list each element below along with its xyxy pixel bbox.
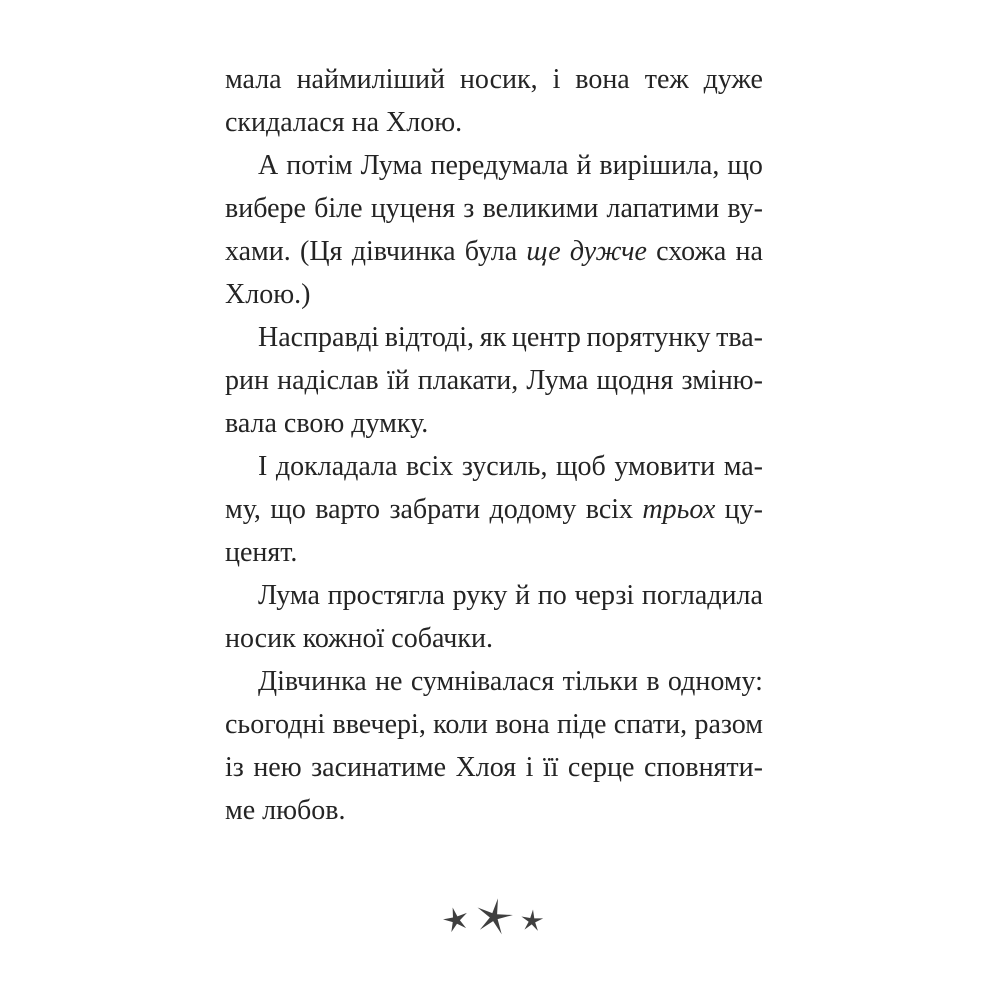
word: варто: [315, 494, 381, 525]
word: ма-: [723, 451, 763, 482]
word: Насправді: [258, 322, 380, 353]
word: носик,: [459, 64, 538, 95]
text-line: [225, 58, 763, 101]
word: в: [646, 666, 660, 697]
word: коли: [433, 709, 488, 740]
paragraph: [225, 58, 763, 144]
star-icon-center: [473, 895, 515, 936]
word: вибере: [225, 193, 306, 224]
word: великими: [482, 193, 599, 224]
text-line: [225, 101, 763, 144]
text-line: [225, 359, 763, 402]
text-segment: скидалася на Хлою.: [225, 107, 463, 138]
paragraph: [225, 144, 763, 316]
text-line: [225, 617, 763, 660]
word: Дівчинка: [258, 666, 367, 697]
word: вона: [495, 709, 550, 740]
word: піде: [557, 709, 607, 740]
word: її: [542, 752, 559, 783]
text-segment: Хлою.): [225, 279, 311, 310]
word: додому: [489, 494, 577, 525]
word: Хлоя: [455, 752, 517, 783]
word: мала: [225, 64, 282, 95]
word: передумала: [430, 150, 569, 181]
word: одному:: [667, 666, 763, 697]
word: ще: [526, 236, 561, 267]
word: теж: [644, 64, 689, 95]
word: й: [576, 150, 592, 181]
text-segment: ценят.: [225, 537, 298, 568]
word: зміню-: [681, 365, 763, 396]
word: надіслав: [277, 365, 379, 396]
text-line: [225, 531, 763, 574]
word: центр: [511, 322, 581, 353]
word: порятунку: [586, 322, 711, 353]
word: трьох: [642, 494, 716, 525]
word: плакати,: [417, 365, 519, 396]
word: дівчинка: [351, 236, 456, 267]
section-break: [225, 893, 763, 945]
word: із: [225, 752, 244, 783]
word: му,: [225, 494, 261, 525]
text-line: [225, 402, 763, 445]
paragraph: [225, 445, 763, 574]
word: що: [270, 494, 306, 525]
word: ву-: [727, 193, 763, 224]
word: вона: [575, 64, 630, 95]
text-line: [225, 187, 763, 230]
text-segment: носик кожної собачки.: [225, 623, 493, 654]
word: потім: [286, 150, 353, 181]
paragraph: [225, 316, 763, 445]
word: дужче: [569, 236, 647, 267]
text-line: [225, 703, 763, 746]
word: засинатиме: [311, 752, 447, 783]
word: серце: [567, 752, 635, 783]
word: цуценя: [370, 193, 456, 224]
word: була: [464, 236, 518, 267]
text-line: [225, 144, 763, 187]
word: забрати: [389, 494, 481, 525]
word: всіх: [585, 494, 634, 525]
word: спати,: [613, 709, 688, 740]
text-line: [225, 445, 763, 488]
word: Лума: [526, 365, 589, 396]
word: не: [375, 666, 403, 697]
word: хами.: [225, 236, 291, 267]
text-line: [225, 746, 763, 789]
text-line: [225, 660, 763, 703]
text-line: [225, 273, 763, 316]
star-icon-left: [441, 904, 471, 933]
word: їй: [386, 365, 410, 396]
stars-divider: [429, 893, 559, 945]
text-line: [225, 316, 763, 359]
word: тва-: [716, 322, 763, 353]
word: А: [258, 150, 279, 181]
word: тільки: [562, 666, 638, 697]
word: дуже: [703, 64, 763, 95]
word: руку: [452, 580, 508, 611]
word: наймиліший: [296, 64, 445, 95]
word: лапатими: [606, 193, 720, 224]
text-line: [225, 574, 763, 617]
word: зусиль,: [461, 451, 548, 482]
word: щоб: [556, 451, 606, 482]
paragraph: [225, 574, 763, 660]
word: нею: [253, 752, 302, 783]
word: докладала: [275, 451, 398, 482]
paragraph: [225, 660, 763, 832]
word: цу-: [724, 494, 763, 525]
word: рин: [225, 365, 269, 396]
word: і: [525, 752, 534, 783]
word: біле: [314, 193, 363, 224]
word: (Ця: [300, 236, 343, 267]
word: Лума: [258, 580, 320, 611]
word: умовити: [614, 451, 716, 482]
word: й: [515, 580, 531, 611]
text-segment: вала свою думку.: [225, 408, 429, 439]
word: щодня: [596, 365, 674, 396]
word: Лума: [360, 150, 423, 181]
word: сьогодні: [225, 709, 326, 740]
word: вирішила,: [599, 150, 720, 181]
word: і: [552, 64, 561, 95]
text-block: [225, 58, 763, 832]
word: на: [735, 236, 763, 267]
text-line: [225, 789, 763, 832]
word: погладила: [641, 580, 763, 611]
word: схожа: [656, 236, 727, 267]
word: всіх: [406, 451, 454, 482]
word: разом: [694, 709, 763, 740]
word: ввечері,: [332, 709, 426, 740]
word: простягла: [327, 580, 445, 611]
word: як: [479, 322, 507, 353]
text-segment: ме любов.: [225, 795, 346, 826]
star-icon-right: [520, 909, 544, 932]
text-line: [225, 230, 763, 273]
word: що: [727, 150, 763, 181]
word: по: [537, 580, 567, 611]
word: сумнівалася: [410, 666, 555, 697]
word: І: [258, 451, 268, 482]
word: черзі: [574, 580, 635, 611]
word: відтоді,: [384, 322, 475, 353]
word: сповняти-: [643, 752, 763, 783]
text-line: [225, 488, 763, 531]
word: з: [463, 193, 475, 224]
